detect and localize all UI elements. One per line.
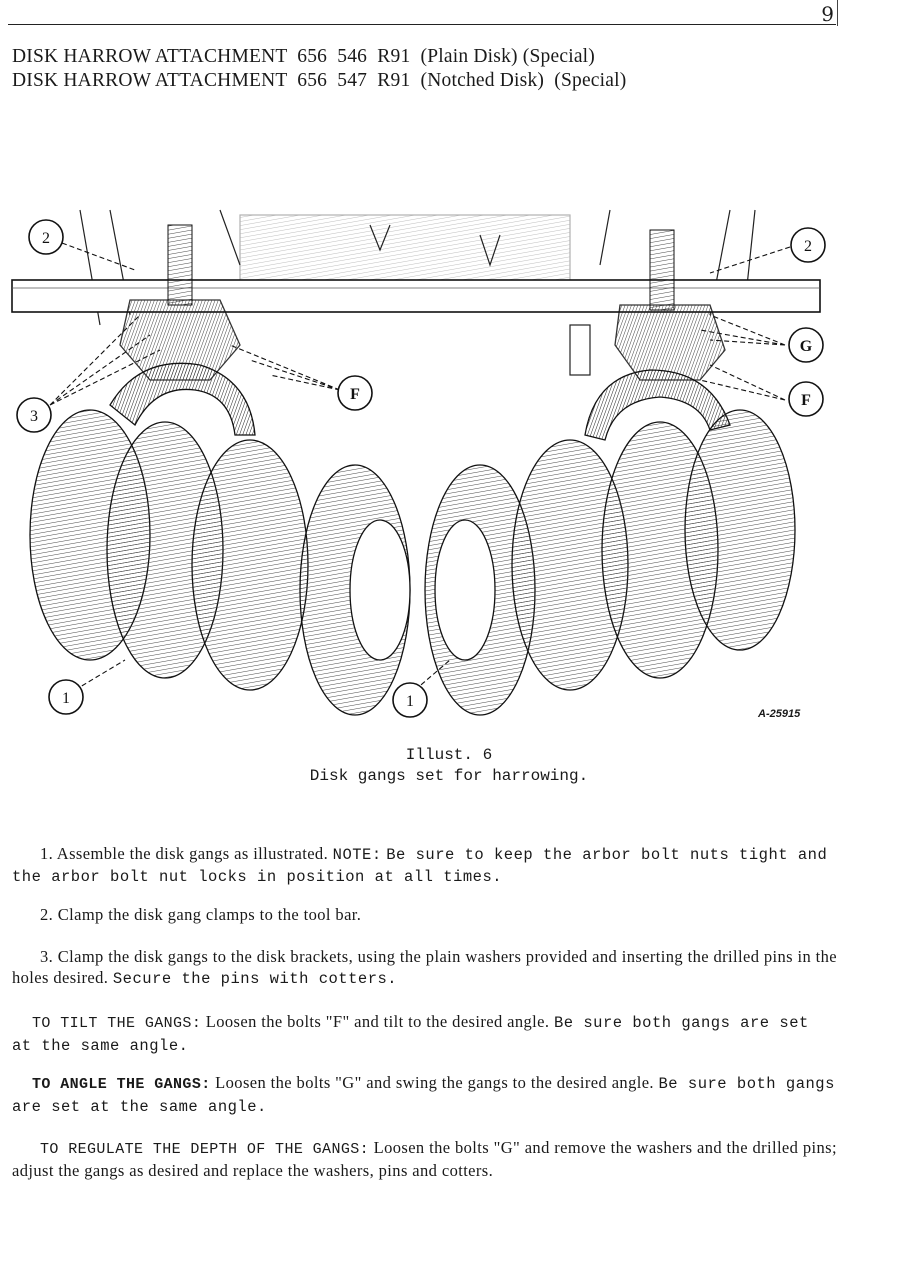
callout-f-right (789, 382, 823, 416)
figure-label: Illust. 6 (405, 746, 493, 764)
left-post (168, 225, 192, 305)
instruction-1: 1. Assemble the disk gangs as illustrated. NOTE: Be sure to keep the arbor bolt nuts tight and the arbor bolt nut locks in position at all times. (12, 844, 828, 886)
callout-1-left (49, 680, 83, 714)
svg-text:1: 1 (406, 693, 414, 710)
callout-f-left (338, 376, 372, 410)
page-number: 9 (821, 2, 834, 26)
title-notched-disk: DISK HARROW ATTACHMENT 656 547 R91 (Notched Disk) (Special) (12, 70, 627, 91)
callout-3 (17, 398, 51, 432)
figure-caption: Disk gangs set for harrowing. (309, 767, 589, 785)
svg-text:F: F (801, 392, 811, 409)
angle-gangs-instruction: TO ANGLE THE GANGS: Loosen the bolts "G" and swing the gangs to the desired angle. Be sure both gangs are set at the same angle. (12, 1073, 835, 1116)
callout-1-center (393, 683, 427, 717)
figure-code: A-25915 (758, 708, 801, 720)
right-post (650, 230, 674, 310)
tilt-gangs-instruction: TO TILT THE GANGS: Loosen the bolts "F" and tilt to the desired angle. Be sure both gangs are set at the same angle. (12, 1012, 809, 1055)
margin-rule (837, 0, 838, 26)
callout-2-right (791, 228, 825, 262)
svg-text:3: 3 (30, 408, 38, 425)
regulate-depth-instruction: TO REGULATE THE DEPTH OF THE GANGS: Loosen the bolts "G" and remove the washers and the drilled pins; adjust the gangs as desired and replace the washers, pins and cotters. (12, 1138, 837, 1180)
tilt-gangs-heading: TO TILT THE GANGS: (32, 1015, 202, 1032)
note-label: NOTE: (332, 846, 382, 864)
instruction-3: 3. Clamp the disk gangs to the disk brackets, using the plain washers provided and inserting the drilled pins in the holes desired. Secure the pins with cotters. (12, 947, 838, 988)
callout-g (789, 328, 823, 362)
instruction-2: 2. Clamp the disk gang clamps to the tool bar. (40, 905, 362, 924)
header-rule (8, 24, 836, 25)
right-disk-gang (425, 410, 795, 715)
right-bracket (585, 305, 730, 440)
left-bracket (110, 300, 255, 435)
callout-2-left (29, 220, 63, 254)
regulate-depth-heading: TO REGULATE THE DEPTH OF THE GANGS: (40, 1141, 370, 1158)
svg-text:F: F (350, 386, 360, 403)
svg-text:G: G (799, 338, 813, 355)
svg-text:2: 2 (804, 238, 812, 255)
disk-harrow-illustration (10, 205, 840, 725)
svg-text:1: 1 (62, 690, 70, 707)
svg-text:2: 2 (42, 230, 50, 247)
title-plain-disk: DISK HARROW ATTACHMENT 656 546 R91 (Plain Disk) (Special) (12, 46, 595, 67)
angle-gangs-heading: TO ANGLE THE GANGS: (32, 1076, 211, 1093)
left-disk-gang (30, 410, 410, 715)
